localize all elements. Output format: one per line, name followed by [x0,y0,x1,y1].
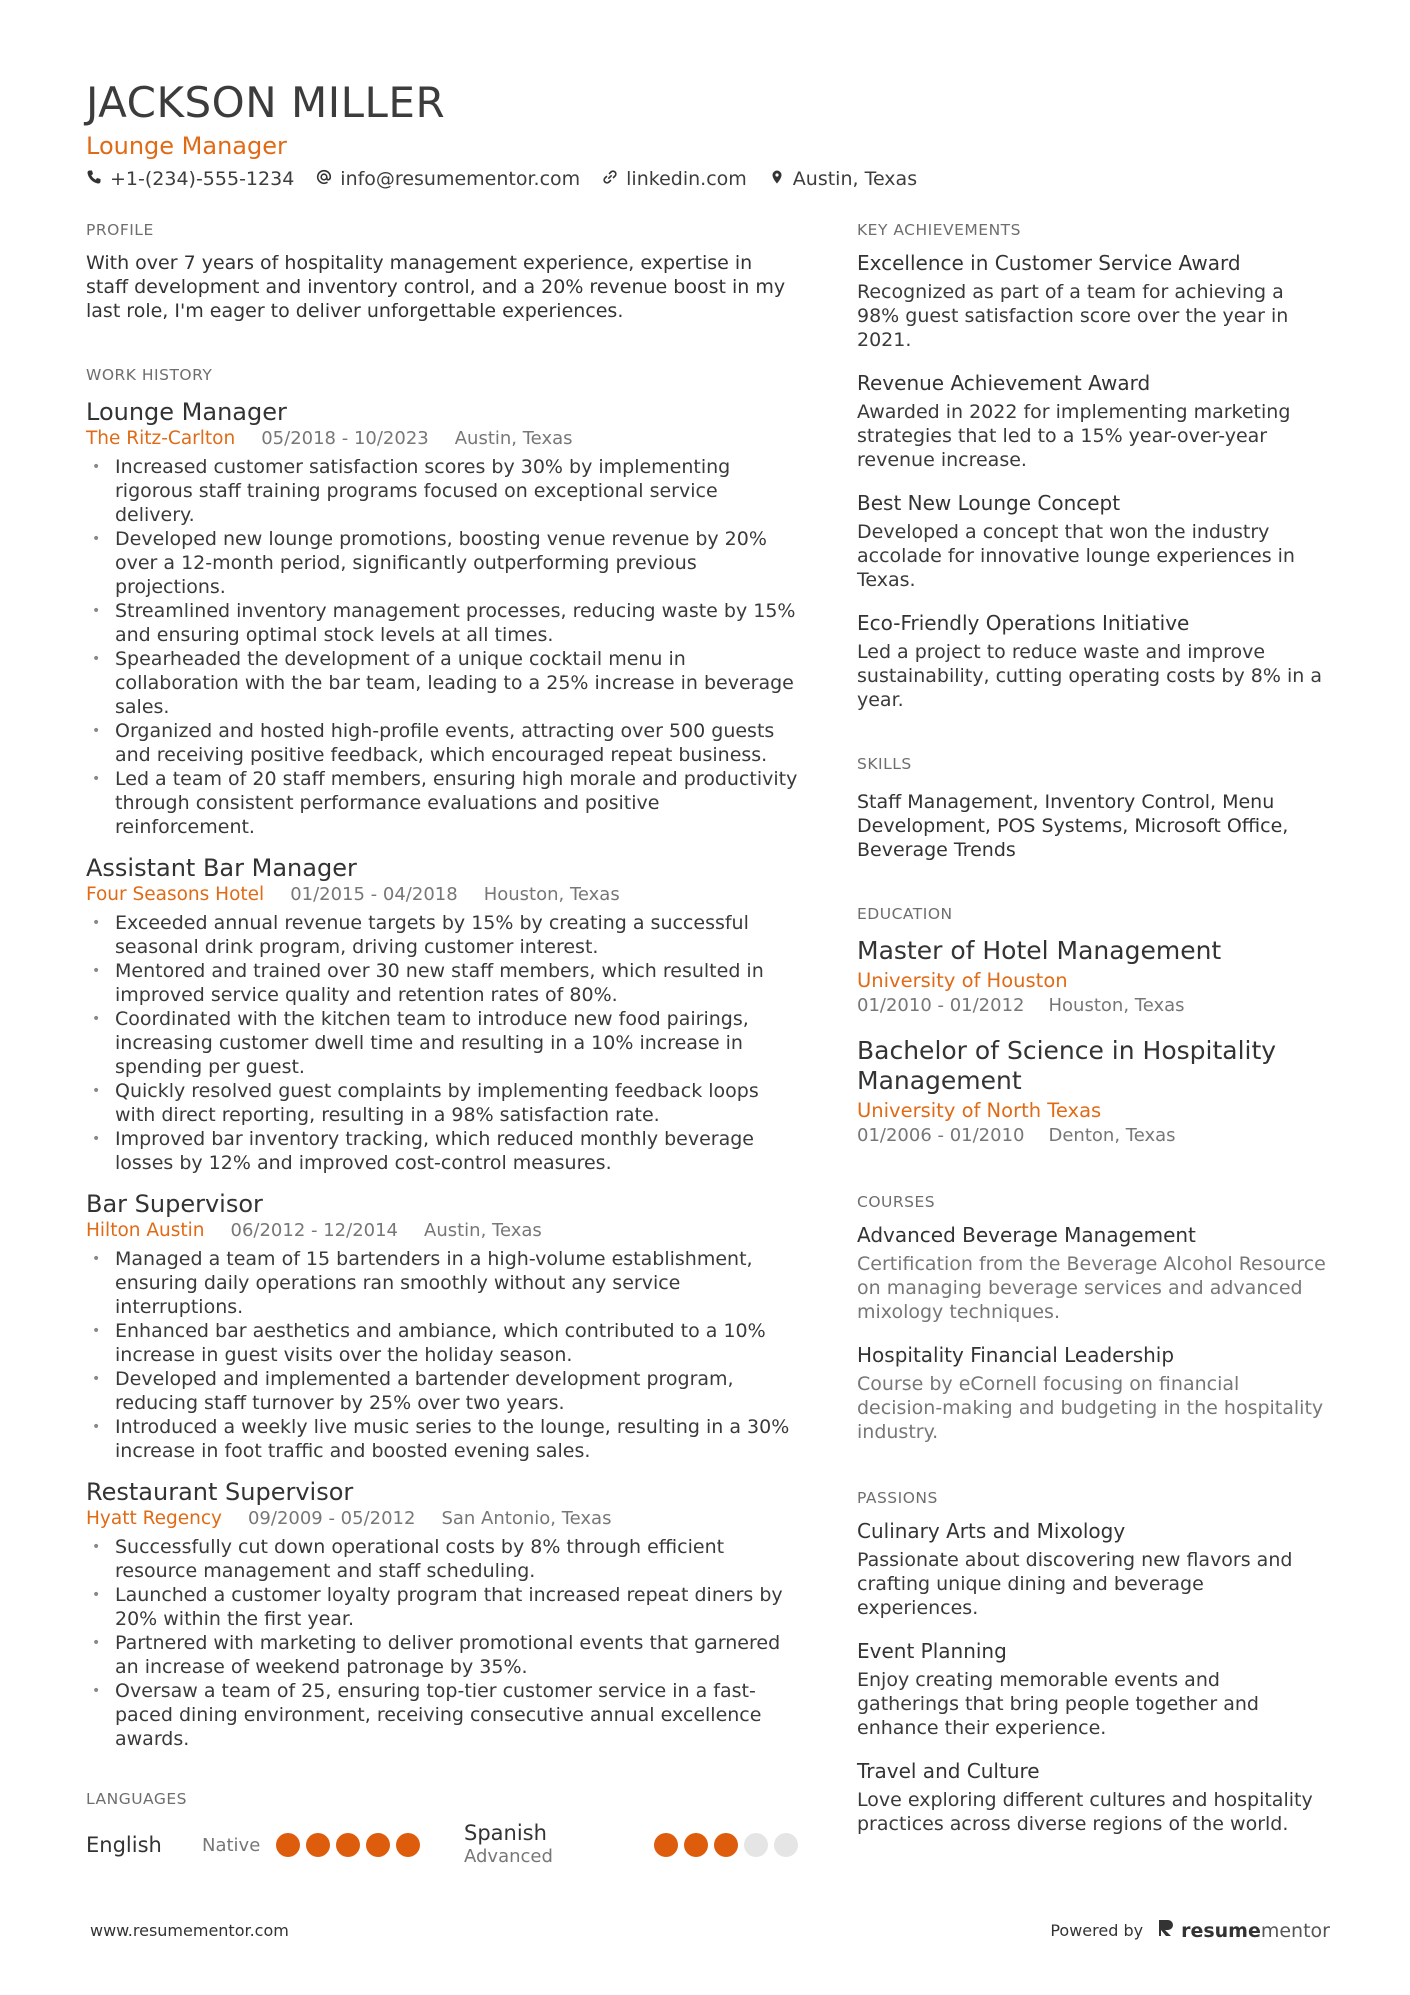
job-company: The Ritz-Carlton [86,428,236,449]
resumementor-logo-icon [1157,1918,1175,1943]
contact-phone [86,166,294,192]
achievement-item [857,610,1327,712]
brand-name-light: mentor [1260,1919,1330,1942]
job-entry [86,1477,798,1751]
job-bullets [86,1535,798,1751]
passion-item [857,1758,1327,1836]
job-title: Lounge Manager [86,398,287,426]
job-bullet: • Improved bar inventory tracking, which reduced monthly beverage losses by 12% and improved cost-control measures. [86,1127,798,1175]
course-item [857,1342,1327,1444]
job-bullet: • Quickly resolved guest complaints by implementing feedback loops with direct reporting, resulting in a 98% satisfaction rate. [86,1079,798,1127]
education-item [857,1036,1327,1148]
achievement-desc: Led a project to reduce waste and improve sustainability, cutting operating costs by 8% in a year. [857,641,1322,711]
education-degree: Master of Hotel Management [857,936,1222,965]
languages-section [86,1789,798,1867]
job-bullets [86,1247,798,1463]
education-heading: EDUCATION [857,905,953,923]
job-meta [86,1507,798,1531]
job-bullet: • Successfully cut down operational costs by 8% through efficient resource management and staff scheduling. [86,1535,798,1583]
at-icon [316,166,332,192]
profile-text: With over 7 years of hospitality management experience, expertise in staff development and inventory control, and a 20% revenue boost in my last role, I'm eager to deliver unforgettable experiences. [86,252,786,322]
resume-header [86,78,1326,192]
achievement-title: Revenue Achievement Award [857,371,1151,395]
passion-item [857,1638,1327,1740]
rating-dot [684,1833,708,1857]
rating-dot [276,1833,300,1857]
contact-linkedin[interactable] [602,166,747,192]
achievement-desc: Recognized as part of a team for achieving a 98% guest satisfaction score over the year in 2021. [857,281,1289,351]
rating-dot [366,1833,390,1857]
job-bullet: • Spearheaded the development of a unique cocktail menu in collaboration with the bar team, leading to a 25% increase in beverage sales. [86,647,798,719]
job-bullet: • Streamlined inventory management processes, reducing waste by 15% and ensuring optimal stock levels at all times. [86,599,798,647]
passion-desc: Love exploring different cultures and hospitality practices across diverse regions of the world. [857,1789,1313,1835]
achievement-item [857,370,1327,472]
language-name: Spanish [464,1821,547,1845]
job-entry [86,1189,798,1463]
work-history-section [86,365,798,1751]
passion-desc: Enjoy creating memorable events and gatherings that bring people together and enhance their experience. [857,1669,1259,1739]
brand-logo[interactable] [1157,1918,1330,1943]
profile-heading: PROFILE [86,221,154,239]
job-bullet: • Introduced a weekly live music series to the lounge, resulting in a 30% increase in foot traffic and boosted evening sales. [86,1415,798,1463]
course-item [857,1222,1327,1324]
education-school: University of North Texas [857,1099,1102,1122]
job-title: Assistant Bar Manager [86,854,357,882]
footer-website[interactable]: www.resumementor.com [90,1921,289,1940]
job-company: Hyatt Regency [86,1508,222,1529]
job-bullet: • Developed new lounge promotions, boosting venue revenue by 20% over a 12-month period, significantly outperforming previous projections. [86,527,798,599]
powered-by-label: Powered by [1050,1921,1144,1940]
brand-name-bold: resume [1181,1919,1261,1942]
job-bullets [86,455,798,839]
rating-dot [714,1833,738,1857]
job-bullet: • Mentored and trained over 30 new staff members, which resulted in improved service quality and retention rates of 80%. [86,959,798,1007]
job-meta [86,883,798,907]
job-bullet: • Enhanced bar aesthetics and ambiance, which contributed to a 10% increase in guest visits over the holiday season. [86,1319,798,1367]
education-meta [857,994,1327,1018]
job-company: Four Seasons Hotel [86,884,265,905]
education-degree: Bachelor of Science in Hospitality Management [857,1036,1277,1095]
work-history-heading: WORK HISTORY [86,366,213,384]
phone-icon [86,166,102,192]
rating-dot [744,1833,768,1857]
job-location: Austin, Texas [454,428,573,449]
passion-title: Travel and Culture [857,1759,1040,1783]
language-level: Advanced [464,1846,553,1867]
language-item [464,1821,798,1869]
skills-text: Staff Management, Inventory Control, Menu Development, POS Systems, Microsoft Office, Beverage Trends [857,791,1289,861]
job-meta [86,1219,798,1243]
course-title: Advanced Beverage Management [857,1223,1196,1247]
candidate-title: Lounge Manager [86,132,287,160]
rating-dot [306,1833,330,1857]
link-icon [602,166,618,192]
achievement-title: Excellence in Customer Service Award [857,251,1241,275]
email-text[interactable]: info@resumementor.com [340,168,581,190]
language-name: English [86,1833,162,1857]
job-title: Restaurant Supervisor [86,1478,354,1506]
left-column [86,220,798,1867]
job-dates: 09/2009 - 05/2012 [247,1508,416,1529]
achievement-title: Best New Lounge Concept [857,491,1121,515]
courses-section [857,1192,1327,1444]
education-meta [857,1124,1327,1148]
education-dates: 01/2006 - 01/2010 [857,1125,1025,1146]
course-desc: Certification from the Beverage Alcohol Resource on managing beverage services and advanced mixology techniques. [857,1253,1326,1323]
courses-heading: COURSES [857,1193,936,1211]
education-location: Denton, Texas [1048,1125,1176,1146]
education-section [857,904,1327,1148]
job-bullet: • Organized and hosted high-profile events, attracting over 500 guests and receiving positive feedback, which encouraged repeat business. [86,719,798,767]
job-bullet: • Oversaw a team of 25, ensuring top-tier customer service in a fast-paced dining environment, receiving consecutive annual excellence awards. [86,1679,798,1751]
passions-heading: PASSIONS [857,1489,938,1507]
rating-dot [654,1833,678,1857]
rating-dot [396,1833,420,1857]
achievement-desc: Developed a concept that won the industry accolade for innovative lounge experiences in Texas. [857,521,1295,591]
course-title: Hospitality Financial Leadership [857,1343,1175,1367]
job-bullet: • Partnered with marketing to deliver promotional events that garnered an increase of weekend patronage by 35%. [86,1631,798,1679]
contact-location [769,166,917,192]
contact-email[interactable] [316,166,580,192]
job-location: Houston, Texas [483,884,620,905]
rating-dot [774,1833,798,1857]
achievement-item [857,250,1327,352]
job-bullet: • Increased customer satisfaction scores by 30% by implementing rigorous staff training programs focused on exceptional service delivery. [86,455,798,527]
contact-bar [86,166,1326,192]
powered-by [1050,1918,1330,1943]
achievement-item [857,490,1327,592]
location-text: Austin, Texas [792,168,918,190]
candidate-name: JACKSON MILLER [86,78,446,127]
job-bullet: • Developed and implemented a bartender development program, reducing staff turnover by 25% over two years. [86,1367,798,1415]
achievement-desc: Awarded in 2022 for implementing marketing strategies that led to a 15% year-over-year revenue increase. [857,401,1291,471]
job-bullets [86,911,798,1175]
language-label-group [464,1821,654,1869]
job-location: Austin, Texas [424,1220,542,1241]
profile-section [86,220,798,323]
location-pin-icon [769,166,785,192]
language-item [86,1833,464,1857]
page-footer [90,1918,1330,1943]
job-bullet: • Managed a team of 15 bartenders in a high-volume establishment, ensuring daily operations ran smoothly without any service interruptions. [86,1247,798,1319]
linkedin-text[interactable]: linkedin.com [626,168,747,190]
education-item [857,936,1327,1018]
job-bullet: • Launched a customer loyalty program that increased repeat diners by 20% within the first year. [86,1583,798,1631]
rating-dot [336,1833,360,1857]
job-bullet: • Exceeded annual revenue targets by 15% by creating a successful seasonal drink program, driving customer interest. [86,911,798,959]
achievements-heading: KEY ACHIEVEMENTS [857,221,1021,239]
course-desc: Course by eCornell focusing on financial decision-making and budgeting in the hospitality industry. [857,1373,1324,1443]
passion-title: Event Planning [857,1639,1007,1663]
right-column [857,220,1327,1836]
phone-text: +1-(234)-555-1234 [110,168,295,190]
job-location: San Antonio, Texas [441,1508,612,1529]
passion-item [857,1518,1327,1620]
languages-heading: LANGUAGES [86,1790,188,1808]
job-title: Bar Supervisor [86,1190,263,1218]
languages-row [86,1823,798,1867]
job-bullet: • Led a team of 20 staff members, ensuring high morale and productivity through consistent performance evaluations and positive reinforcement. [86,767,798,839]
skills-heading: SKILLS [857,755,912,773]
achievements-section [857,220,1327,712]
language-rating [654,1833,798,1857]
job-bullet: • Coordinated with the kitchen team to introduce new food pairings, increasing customer dwell time and resulting in a 10% increase in spending per guest. [86,1007,798,1079]
education-dates: 01/2010 - 01/2012 [857,995,1025,1016]
job-dates: 06/2012 - 12/2014 [230,1220,399,1241]
job-entry [86,397,798,839]
job-entry [86,853,798,1175]
job-dates: 01/2015 - 04/2018 [290,884,458,905]
education-location: Houston, Texas [1048,995,1185,1016]
job-dates: 05/2018 - 10/2023 [261,428,429,449]
passion-title: Culinary Arts and Mixology [857,1519,1126,1543]
language-rating [276,1833,420,1857]
language-level: Native [202,1834,261,1856]
achievement-title: Eco-Friendly Operations Initiative [857,611,1190,635]
skills-section [857,754,1327,862]
passions-section [857,1488,1327,1836]
job-company: Hilton Austin [86,1220,205,1241]
education-school: University of Houston [857,969,1068,992]
job-meta [86,427,798,451]
passion-desc: Passionate about discovering new flavors and crafting unique dining and beverage experiences. [857,1549,1293,1619]
